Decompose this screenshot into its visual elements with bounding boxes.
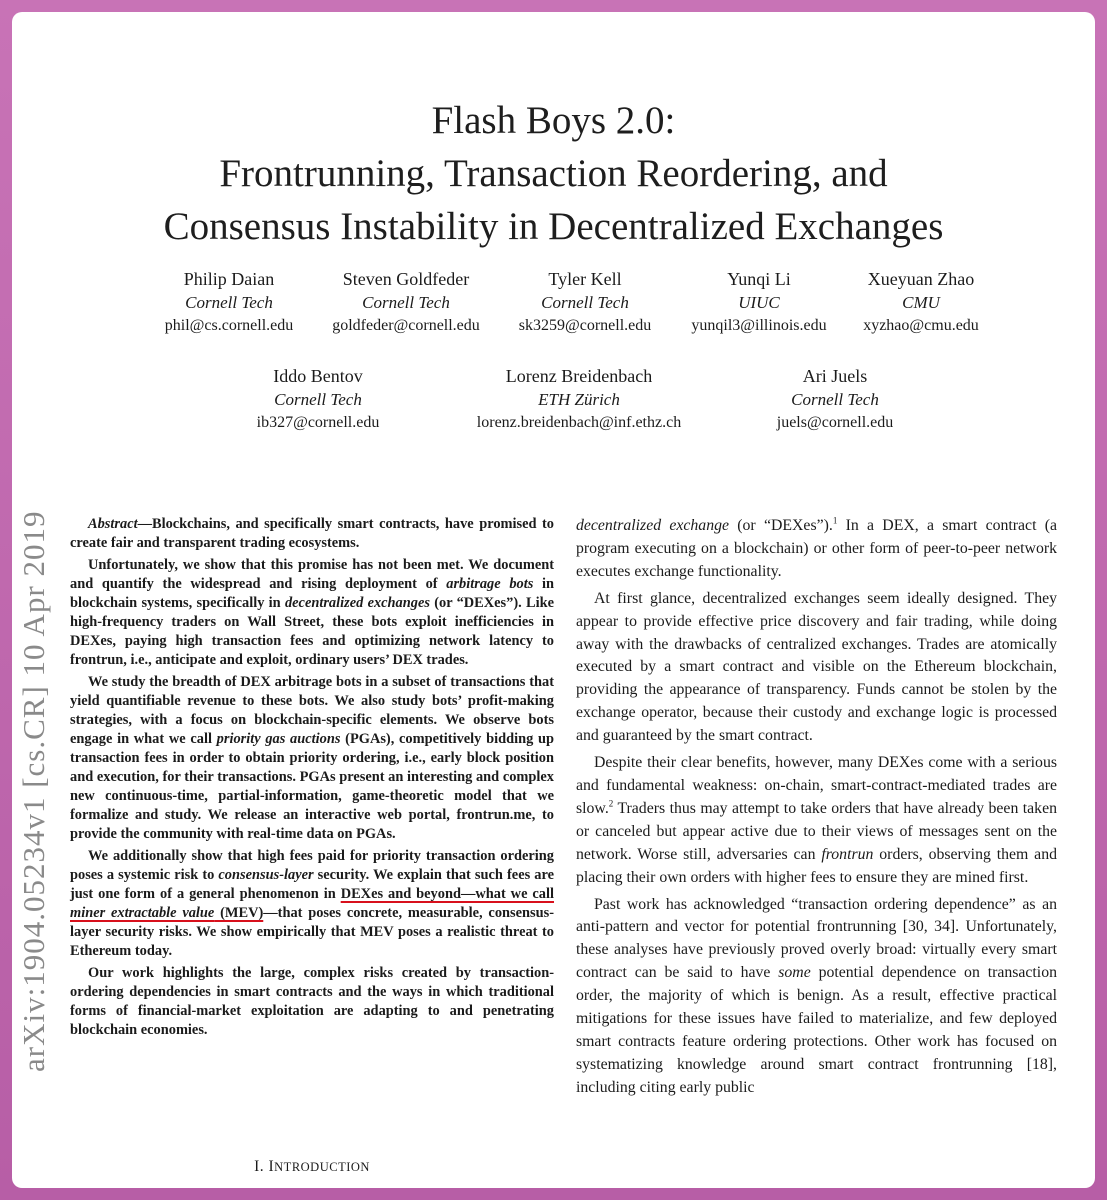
author-email: sk3259@cornell.edu	[518, 317, 652, 334]
abstract-emphasis: priority gas auctions	[216, 731, 341, 747]
author-name: Yunqi Li	[727, 269, 791, 289]
author-name: Lorenz Breidenbach	[505, 366, 653, 386]
abstract-text: —Blockchains, and specifically smart contracts, have promised to create fair and transparent trading ecosystems.	[70, 516, 554, 551]
author-email: phil@cs.cornell.edu	[164, 317, 294, 334]
author-name: Philip Daian	[183, 269, 275, 289]
abstract-text: We study the breadth of DEX arbitrage bots in a subset of transactions that yield quantifiable revenue to these bots. We also study bots’ profit-making strategies, with a focus on blockchain-specific elements. We observe bots engage in what we call	[70, 674, 554, 747]
body-text: Despite their clear benefits, however, many DEXes come with a serious and fundamental weakness: on-chain, smart-contract-mediated trades are slow.	[576, 754, 1057, 817]
author-name: Tyler Kell	[548, 269, 622, 289]
abstract-paragraph	[70, 556, 554, 670]
abstract-text: (PGAs), competitively bidding up transaction fees in order to obtain priority ordering, i.e., early block position and execution, for their transactions. PGAs present an interesting and complex new continuous-time, partial-information, game-theoretic model that we formalize and study. We release an interactive web portal, frontrun.me, to provide the community with real-time data on PGAs.	[70, 731, 554, 842]
abstract-emphasis: decentralized exchanges	[284, 595, 430, 611]
author-affiliation: CMU	[902, 293, 940, 312]
author-name: Iddo Bentov	[273, 366, 363, 386]
body-text: orders, observing them and placing their own orders with higher fees to ensure they are mined first.	[576, 845, 1057, 886]
abstract-label: Abstract	[88, 516, 138, 532]
highlight-text: (MEV)	[214, 905, 264, 921]
footnote-marker: 1	[832, 515, 838, 526]
title-line-3: Consensus Instability in Decentralized Exchanges	[163, 205, 944, 248]
author-email: yunqil3@illinois.edu	[691, 317, 827, 334]
author-block	[477, 365, 681, 434]
abstract-text: We additionally show that high fees paid for priority transaction ordering poses a systemic risk to	[70, 848, 554, 883]
body-text: In a DEX, a smart contract (a program executing on a blockchain) or other form of peer-to-peer network executes exchange functionality.	[576, 517, 1057, 580]
abstract-paragraph	[70, 847, 554, 961]
author-block	[519, 268, 651, 337]
body-emphasis: decentralized exchange	[576, 517, 730, 534]
footnote-marker: 2	[608, 798, 614, 809]
abstract-text: Our work highlights the large, complex risks created by transaction-ordering dependencies in smart contracts and the ways in which traditional forms of financial-market exploitation are adapting to and penetrating blockchain economies.	[70, 965, 554, 1038]
abstract-text: security. We explain that such fees are just one form of a general phenomenon in	[70, 867, 554, 902]
body-paragraph	[576, 515, 1057, 584]
author-email: lorenz.breidenbach@inf.ethz.ch	[476, 414, 682, 431]
abstract-paragraph	[70, 515, 554, 553]
body-paragraph	[576, 752, 1057, 889]
author-name: Ari Juels	[802, 366, 868, 386]
arxiv-stamp: arXiv:1904.05234v1 [cs.CR] 10 Apr 2019	[16, 510, 51, 1072]
abstract-emphasis: consensus-layer	[218, 867, 314, 883]
abstract-emphasis: arbitrage bots	[446, 576, 534, 592]
author-affiliation: Cornell Tech	[274, 390, 362, 409]
body-text: Traders thus may attempt to take orders that have already been taken or canceled but appear active due to their views of messages sent on the network. Worse still, adversaries can	[576, 799, 1057, 863]
author-block	[863, 268, 979, 337]
author-affiliation: Cornell Tech	[541, 293, 629, 312]
author-block	[691, 268, 826, 337]
section-number: I.	[254, 1158, 269, 1175]
title-line-1: Flash Boys 2.0:	[431, 99, 676, 142]
author-affiliation: Cornell Tech	[362, 293, 450, 312]
body-paragraph	[576, 894, 1057, 1100]
author-affiliation: ETH Zürich	[538, 390, 620, 409]
body-column	[576, 515, 1057, 1104]
abstract-text: —that poses concrete, measurable, consensus-layer security risks. We show empirically that MEV poses a realistic threat to Ethereum today.	[70, 905, 555, 959]
author-email: goldfeder@cornell.edu	[332, 317, 480, 334]
author-email: juels@cornell.edu	[776, 414, 894, 431]
paper-title	[12, 94, 1095, 253]
author-name: Xueyuan Zhao	[867, 269, 975, 289]
body-text: Past work has acknowledged “transaction ordering dependence” as an anti-pattern and vector for potential frontrunning [30, 34]. Unfortunately, these analyses have previously proved overly broad: virtually every smart contract can be said to have	[576, 895, 1057, 982]
author-affiliation: UIUC	[738, 293, 780, 312]
section-heading	[70, 1158, 554, 1176]
body-text: (or “DEXes”).	[729, 517, 833, 534]
title-line-2: Frontrunning, Transaction Reordering, and	[219, 152, 888, 195]
body-text: potential dependence on transaction order, the majority of which is benign. As a result, effective practical mitigations for these issues have failed to materialize, and few deployed smart contracts feature ordering protections. Other work has focused on systematizing knowledge around smart contract frontrunning [18], including citing early public	[576, 964, 1057, 1096]
abstract-text: Unfortunately, we show that this promise has not been met. We document and quantify the widespread and rising deployment of	[70, 557, 554, 592]
author-block	[165, 268, 293, 337]
abstract-paragraph	[70, 673, 554, 844]
author-email: xyzhao@cmu.edu	[863, 317, 979, 334]
author-name: Steven Goldfeder	[342, 269, 470, 289]
author-affiliation: Cornell Tech	[185, 293, 273, 312]
section-initial: I	[268, 1158, 275, 1175]
abstract-paragraph	[70, 964, 554, 1040]
body-emphasis: some	[778, 964, 811, 982]
author-block	[332, 268, 480, 337]
abstract-text: in blockchain systems, specifically in	[70, 576, 554, 611]
abstract-text: (or “DEXes”). Like high-frequency traders on Wall Street, these bots exploit inefficiencies in DEXes, paying high transaction fees and optimizing network latency to frontrun, i.e., anticipate and exploit, ordinary users’ DEX trades.	[70, 595, 554, 668]
abstract	[70, 515, 554, 1043]
body-emphasis: frontrun	[821, 845, 874, 863]
body-paragraph	[576, 588, 1057, 748]
section-title-rest: NTRODUCTION	[274, 1160, 370, 1174]
body-text: At first glance, decentralized exchanges seem ideally designed. They appear to provide effective price discovery and fair trading, while doing away with the drawbacks of centralized exchanges. Trades are atomically executed by a smart contract and visible on the Ethereum blockchain, providing the appearance of transparency. Funds cannot be stolen by the exchange operator, because their custody and exchange logic is processed and guaranteed by the smart contract.	[576, 589, 1057, 745]
highlight-emphasis: miner extractable value	[70, 905, 215, 921]
author-affiliation: Cornell Tech	[791, 390, 879, 409]
author-email: ib327@cornell.edu	[256, 414, 380, 431]
highlight-text: DEXes and beyond—what we call	[340, 886, 554, 902]
author-block	[257, 365, 380, 434]
paper-page	[12, 12, 1095, 1188]
author-block	[777, 365, 893, 434]
